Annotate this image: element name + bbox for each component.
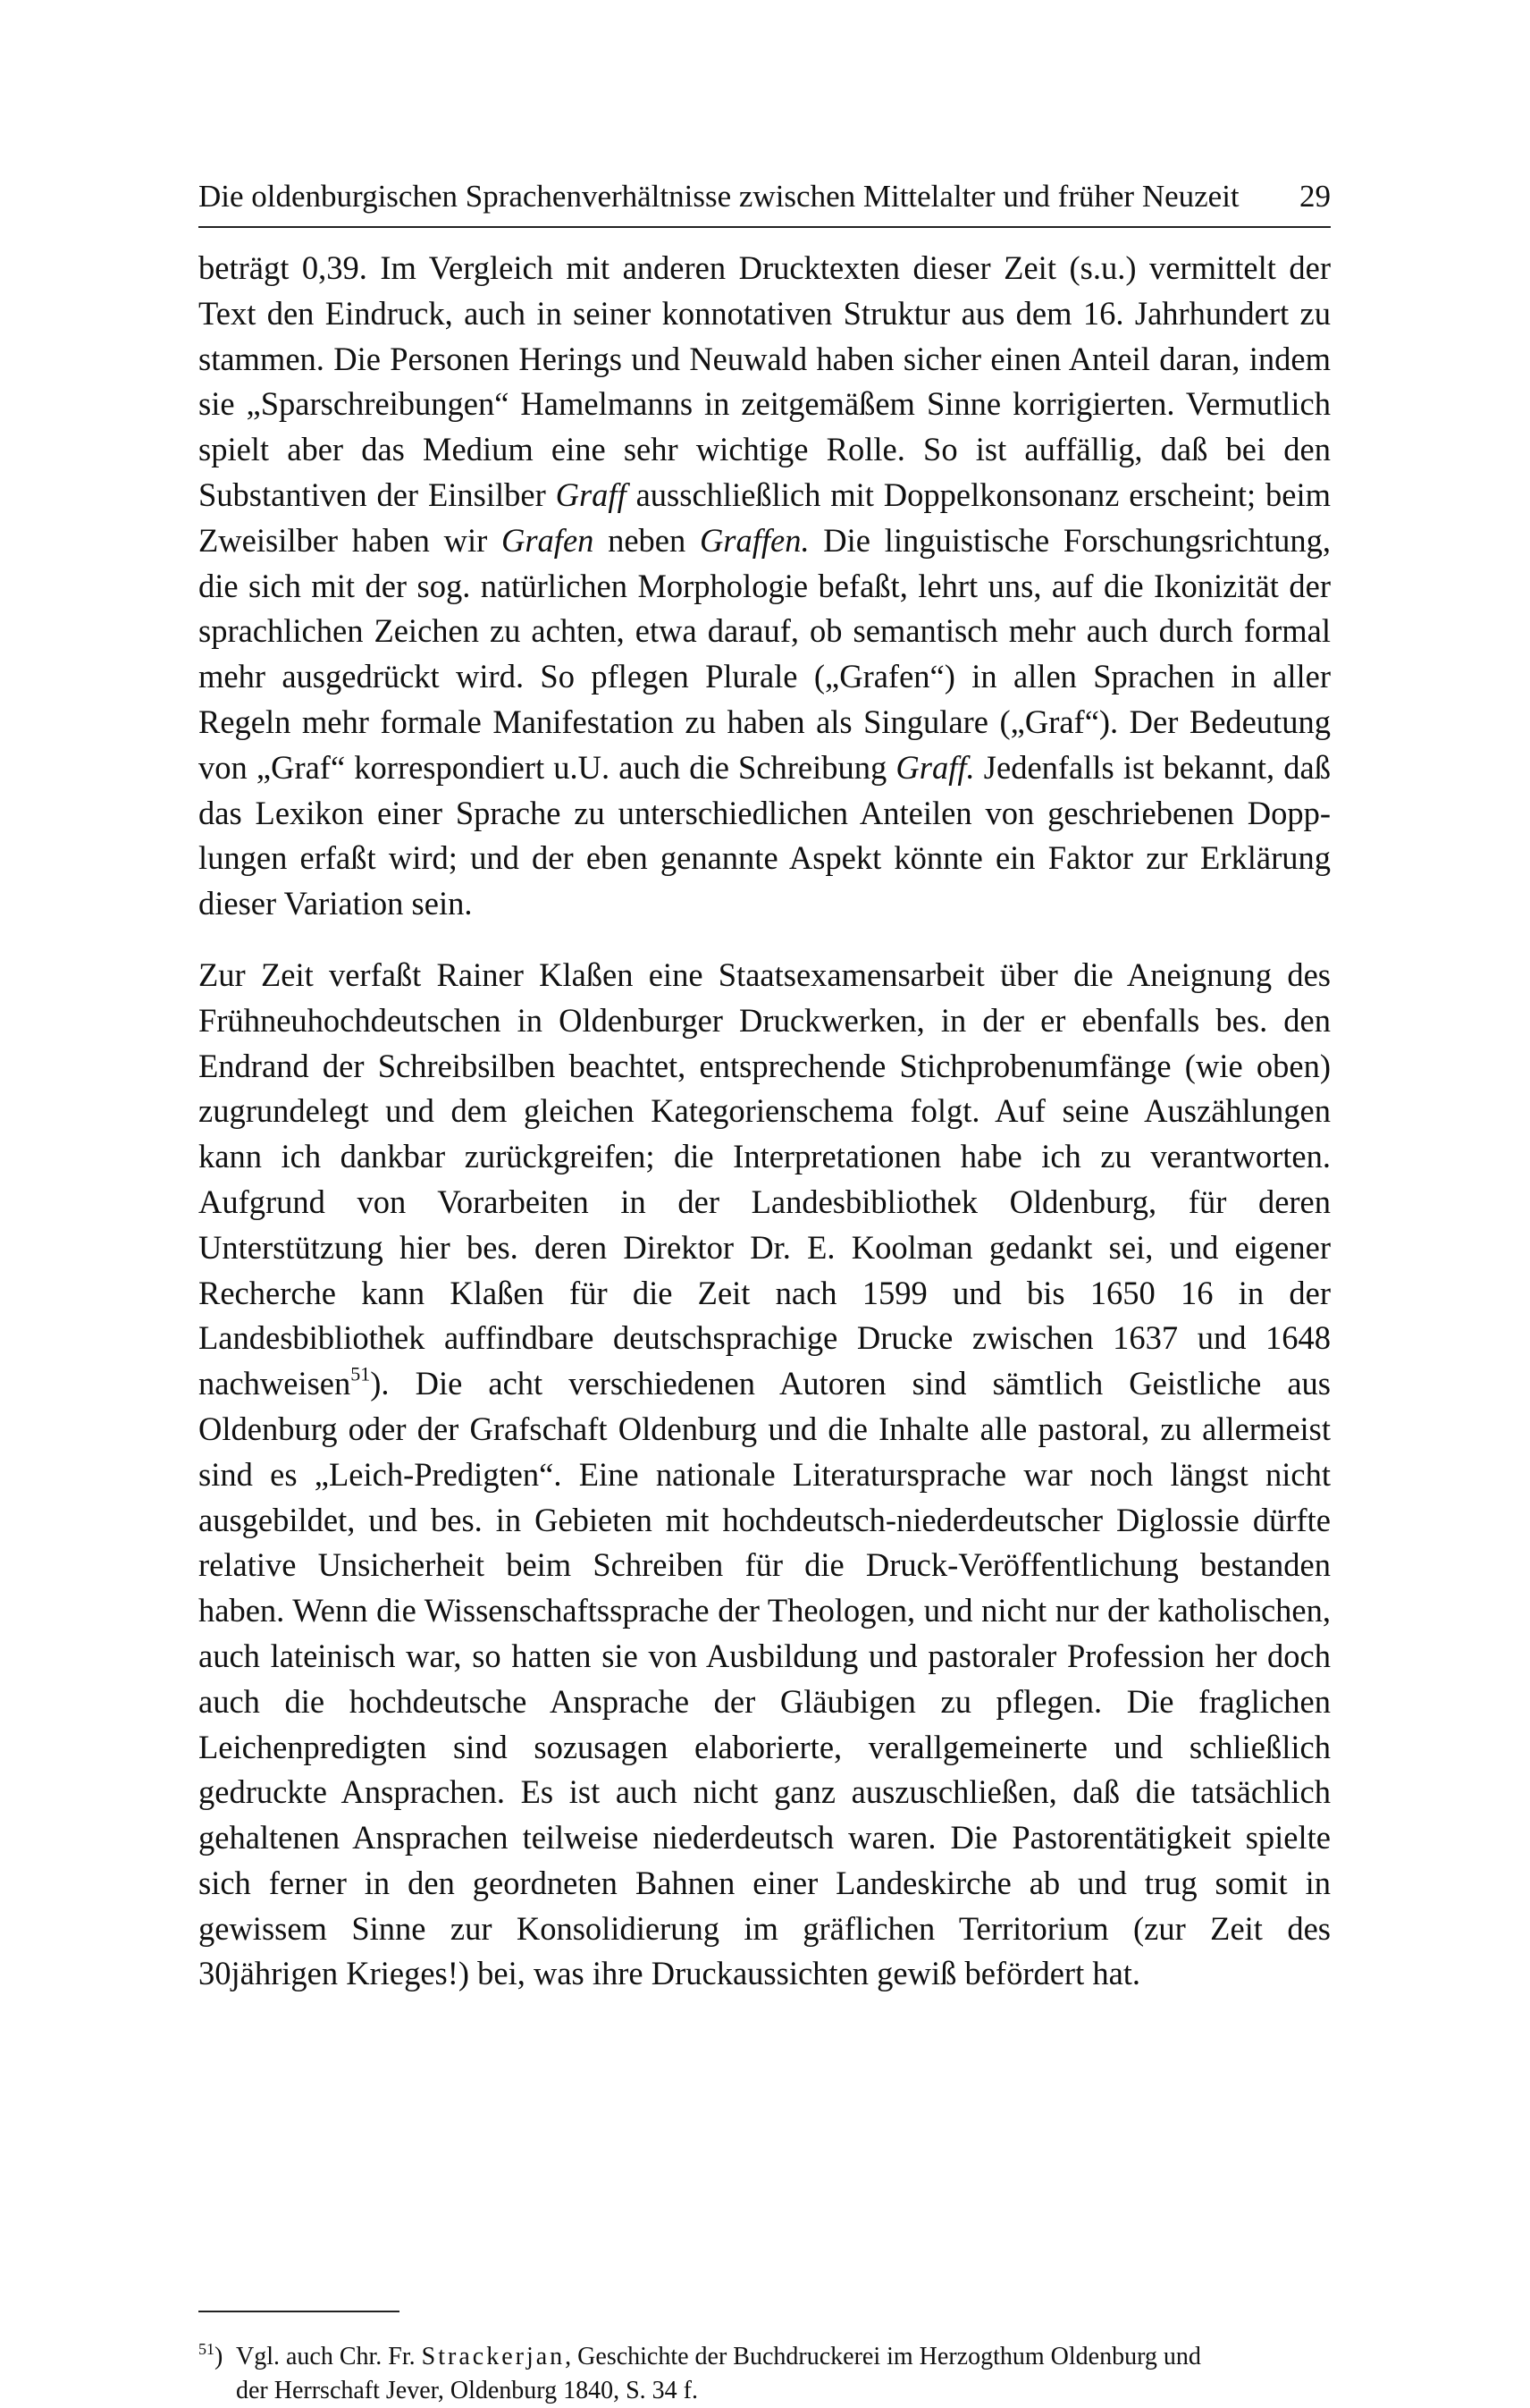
paragraph-2 [198, 953, 1331, 1997]
paragraph-1-text: neben [593, 521, 700, 559]
italic-graff-2: Graff. [895, 748, 975, 786]
footnote-text: , Geschichte der Buchdruckerei im Herzogthum Oldenburg und [565, 2343, 1201, 2370]
paragraph-1-text: ausschließlich mit Doppelkonsonanz erscheint; beim Zweisilber haben wir [198, 476, 1331, 559]
paragraph-2-text: Zur Zeit verfaßt Rainer Klaßen eine Staatsexamensarbeit über die Aneignung des Frühneuhochdeutschen in Oldenburger Druckwerken, in der er ebenfalls bes. den Endrand der Schreibsilben beachtet, entsprechende Stichprobenumfänge (wie oben) zugrundelegt und dem gleichen Kategorienschema folgt. Auf seine Auszählungen kann ich dankbar zurückgreifen; die Interpretationen habe ich zu verantworten. Aufgrund von Vorarbeiten in der Landesbibliothek Oldenburg, für deren Unterstützung hier bes. deren Direktor Dr. E. Koolman gedankt sei, und eigener Recherche kann Klaßen für die Zeit nach 1599 und bis 1650 16 in der Landesbibliothek auffindbare deutschsprachige Drucke zwischen 1637 und 1648 nachweisen [198, 956, 1331, 1402]
paragraph-1-text: beträgt 0,39. Im Vergleich mit anderen Drucktexten dieser Zeit (s.u.) vermittelt der Text den Eindruck, auch in seiner konnotativen Struktur aus dem 16. Jahrhundert zu stammen. Die Personen Herings und Neuwald haben sicher einen Anteil daran, indem sie „Sparschreibungen“ Hamelmanns in zeitgemäßem Sinne korrigierten. Vermutlich spielt aber das Medium eine sehr wichtige Rolle. So ist auffällig, daß bei den Substantiven der Einsilber [198, 249, 1331, 513]
footnote-number: 51 [198, 2340, 214, 2359]
italic-graff: Graff [555, 476, 626, 513]
footnote-text: Vgl. auch Chr. Fr. [236, 2343, 422, 2370]
paragraph-1 [198, 246, 1331, 927]
footnote-author: Strackerjan [421, 2343, 566, 2370]
footnote-paren: ) [214, 2343, 223, 2370]
footnote [198, 2340, 1331, 2408]
body-text [198, 246, 1331, 1997]
running-head [198, 170, 1331, 223]
footnote-reference[interactable]: 51 [350, 1362, 371, 1385]
paragraph-1-text: Jedenfalls ist bekannt, daß das Lexikon einer Sprache zu unterschiedlichen Anteilen von geschriebenen Dopplungen erfaßt wird; und der eben genannte Aspekt könnte ein Faktor zur Erklärung dieser Variation sein. [198, 748, 1331, 922]
paragraph-1-text: Die linguistische Forschungsrichtung, die sich mit der sog. natürlichen Morphologie befaßt, lehrt uns, auf die Ikonizität der sprachlichen Zeichen zu achten, etwa darauf, ob semantisch mehr auch durch formal mehr ausgedrückt wird. So pflegen Plurale („Grafen“) in allen Sprachen in aller Regeln mehr formale Manifestation zu haben als Singulare („Graf“). Der Bedeutung von „Graf“ korrespondiert u.U. auch die Schreibung [198, 521, 1331, 786]
footnote-marker [198, 2340, 236, 2374]
paragraph-2-text: ). Die acht verschiedenen Autoren sind sämtlich Geistliche aus Oldenburg oder der Grafschaft Oldenburg und die Inhalte alle pastoral, zu allermeist sind es „Leich-Predigten“. Eine nationale Literatursprache war noch längst nicht ausgebildet, und bes. in Gebieten mit hochdeutsch-niederdeutscher Diglossie dürfte relative Unsicherheit beim Schreiben für die Druck-Veröffentlichung bestanden haben. Wenn die Wissenschaftssprache der Theologen, und nicht nur der katholischen, auch lateinisch war, so hatten sie von Ausbildung und pastoraler Profession her doch auch die hochdeutsche Ansprache der Gläubigen zu pflegen. Die fraglichen Leichenpredigten sind sozusagen elaborierte, verallgemeinerte und schließlich gedruckte Ansprachen. Es ist auch nicht ganz auszuschließen, daß die tatsächlich gehaltenen Ansprachen teilweise niederdeutsch waren. Die Pastorentätigkeit spielte sich ferner in den geordneten Bahnen einer Landeskirche ab und trug somit in gewissem Sinne zur Konsolidierung im gräflichen Territorium (zur Zeit des 30jährigen Krieges!) bei, was ihre Druckaussichten gewiß befördert hat. [198, 1365, 1331, 1992]
page-number: 29 [1299, 179, 1331, 214]
footnote-rule [198, 2311, 399, 2312]
running-head-title: Die oldenburgischen Sprachenverhältnisse zwischen Mittelalter und früher Neuzeit [198, 179, 1240, 214]
footnote-text-line-2: der Herrschaft Jever, Oldenburg 1840, S. 34 f. [236, 2377, 699, 2404]
italic-grafen: Grafen [500, 521, 594, 559]
italic-graffen: Graffen. [699, 521, 810, 559]
header-rule [198, 226, 1331, 228]
